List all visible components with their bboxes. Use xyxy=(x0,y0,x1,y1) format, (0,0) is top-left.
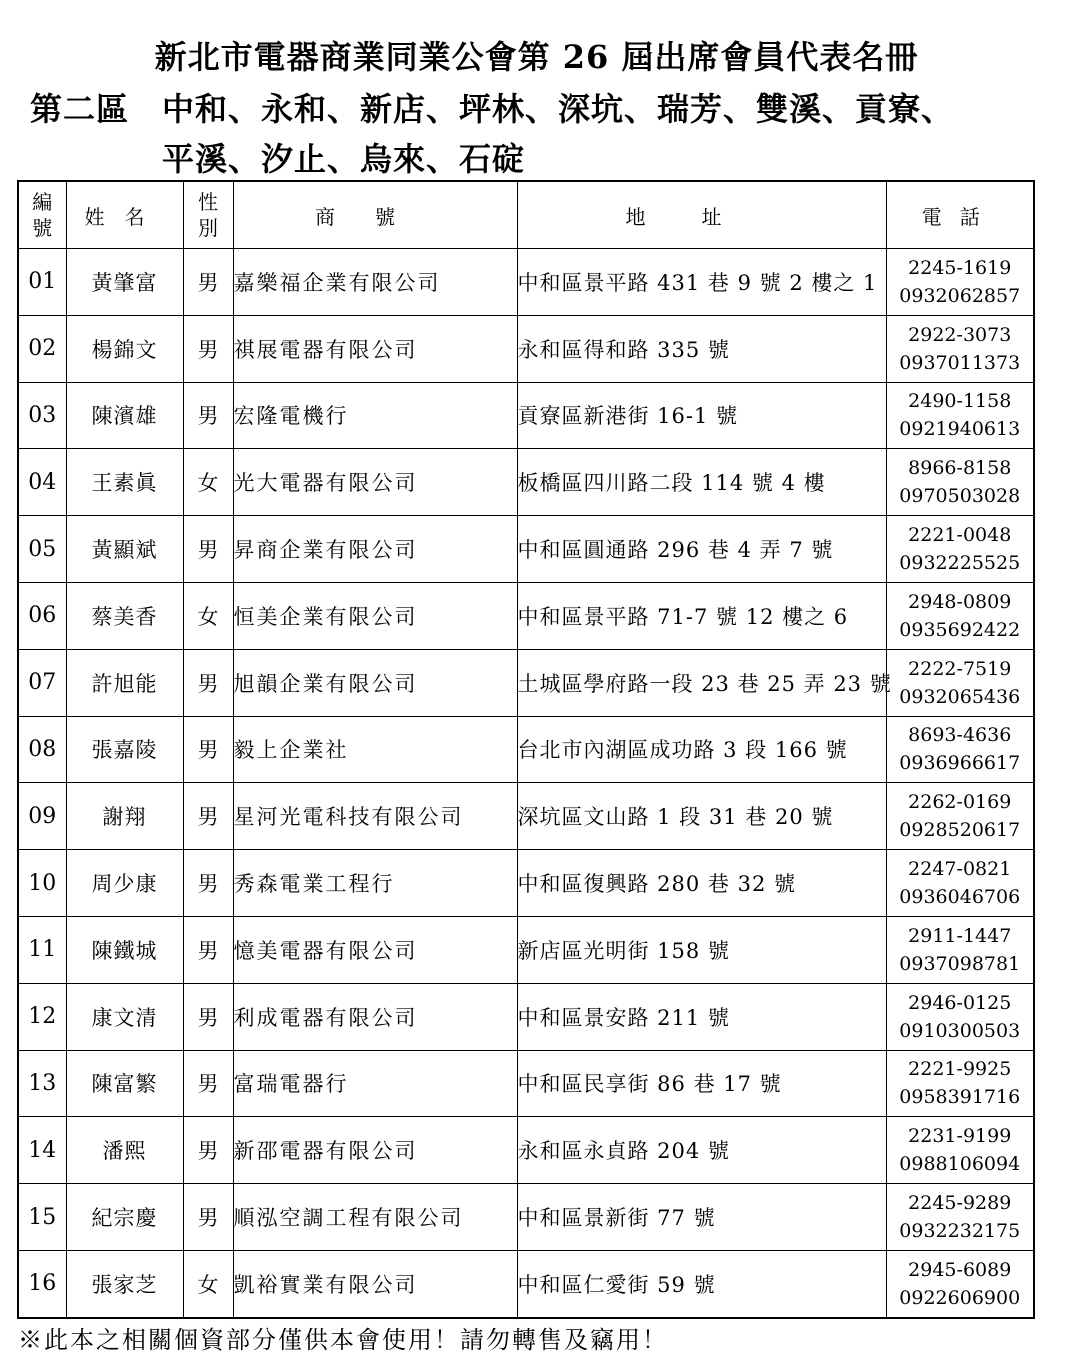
member-number: 01 xyxy=(18,249,66,316)
member-number: 16 xyxy=(18,1250,66,1317)
member-phone xyxy=(886,315,1034,382)
member-gender: 男 xyxy=(183,315,233,382)
member-phone-landline: 2490-1158 xyxy=(908,390,1012,413)
member-name: 周少康 xyxy=(66,850,183,917)
member-name: 王素眞 xyxy=(66,449,183,516)
member-company: 星河光電科技有限公司 xyxy=(233,783,517,850)
member-gender: 女 xyxy=(183,449,233,516)
member-company: 順泓空調工程有限公司 xyxy=(233,1184,517,1251)
member-phone-mobile: 0921940613 xyxy=(899,418,1021,441)
member-name: 蔡美香 xyxy=(66,582,183,649)
member-phone-landline: 2945-6089 xyxy=(908,1258,1012,1281)
column-header-name: 姓名 xyxy=(66,181,183,249)
column-header-gender xyxy=(183,181,233,249)
member-phone xyxy=(886,1050,1034,1117)
member-gender: 男 xyxy=(183,1184,233,1251)
member-company: 憶美電器有限公司 xyxy=(233,916,517,983)
column-header-address: 地址 xyxy=(517,181,886,249)
member-number: 02 xyxy=(18,315,66,382)
member-phone-landline: 8966-8158 xyxy=(908,457,1012,480)
table-row xyxy=(18,315,1034,382)
member-address: 中和區景安路 211 號 xyxy=(517,983,886,1050)
member-name: 張家芝 xyxy=(66,1250,183,1317)
member-phone-landline: 2946-0125 xyxy=(908,991,1012,1014)
member-name: 謝翔 xyxy=(66,783,183,850)
member-phone xyxy=(886,516,1034,583)
member-phone-landline: 2222-7519 xyxy=(908,657,1012,680)
member-company: 旭韻企業有限公司 xyxy=(233,649,517,716)
member-gender: 男 xyxy=(183,249,233,316)
member-number: 07 xyxy=(18,649,66,716)
member-phone xyxy=(886,382,1034,449)
member-number: 10 xyxy=(18,850,66,917)
member-gender: 男 xyxy=(183,916,233,983)
member-address: 中和區景新街 77 號 xyxy=(517,1184,886,1251)
member-gender: 男 xyxy=(183,850,233,917)
member-address: 新店區光明街 158 號 xyxy=(517,916,886,983)
member-phone-landline: 2231-9199 xyxy=(908,1125,1012,1148)
member-address: 板橋區四川路二段 114 號 4 樓 xyxy=(517,449,886,516)
column-header-number xyxy=(18,181,66,249)
member-company: 祺展電器有限公司 xyxy=(233,315,517,382)
table-row xyxy=(18,649,1034,716)
member-number: 11 xyxy=(18,916,66,983)
member-address: 中和區景平路 71-7 號 12 樓之 6 xyxy=(517,582,886,649)
member-phone xyxy=(886,916,1034,983)
member-phone xyxy=(886,783,1034,850)
table-row xyxy=(18,382,1034,449)
member-name: 陳濱雄 xyxy=(66,382,183,449)
member-company: 恒美企業有限公司 xyxy=(233,582,517,649)
member-gender: 男 xyxy=(183,983,233,1050)
member-name: 陳富繁 xyxy=(66,1050,183,1117)
member-phone-mobile: 0937011373 xyxy=(899,351,1021,374)
member-phone-mobile: 0932062857 xyxy=(899,284,1021,307)
member-phone-landline: 8693-4636 xyxy=(908,724,1012,747)
member-company: 光大電器有限公司 xyxy=(233,449,517,516)
table-header-row xyxy=(18,181,1034,249)
table-row xyxy=(18,1117,1034,1184)
table-row xyxy=(18,449,1034,516)
member-phone-mobile: 0936966617 xyxy=(899,752,1021,775)
member-number: 05 xyxy=(18,516,66,583)
document-title: 新北市電器商業同業公會第 26 屆出席會員代表名冊 xyxy=(154,38,919,76)
member-number: 03 xyxy=(18,382,66,449)
member-number: 13 xyxy=(18,1050,66,1117)
member-address: 永和區得和路 335 號 xyxy=(517,315,886,382)
member-address: 中和區仁愛街 59 號 xyxy=(517,1250,886,1317)
member-gender: 女 xyxy=(183,1250,233,1317)
member-phone-mobile: 0970503028 xyxy=(899,485,1021,508)
member-name: 康文清 xyxy=(66,983,183,1050)
column-header-number-line2: 號 xyxy=(32,216,53,240)
member-gender: 男 xyxy=(183,1050,233,1117)
member-phone-mobile: 0932065436 xyxy=(899,685,1021,708)
roster-body xyxy=(18,249,1034,1318)
member-address: 台北市內湖區成功路 3 段 166 號 xyxy=(517,716,886,783)
column-header-gender-line1: 性 xyxy=(198,190,218,214)
member-name: 潘熙 xyxy=(66,1117,183,1184)
member-phone-mobile: 0910300503 xyxy=(899,1019,1021,1042)
member-address: 中和區民享街 86 巷 17 號 xyxy=(517,1050,886,1117)
member-address: 中和區景平路 431 巷 9 號 2 樓之 1 xyxy=(517,249,886,316)
member-phone xyxy=(886,1117,1034,1184)
member-phone-landline: 2262-0169 xyxy=(908,791,1012,814)
member-phone-mobile: 0988106094 xyxy=(899,1153,1021,1176)
table-row xyxy=(18,783,1034,850)
member-number: 09 xyxy=(18,783,66,850)
table-row xyxy=(18,582,1034,649)
member-number: 15 xyxy=(18,1184,66,1251)
member-company: 嘉樂福企業有限公司 xyxy=(233,249,517,316)
member-phone-landline: 2948-0809 xyxy=(908,590,1012,613)
member-phone xyxy=(886,1250,1034,1317)
member-number: 14 xyxy=(18,1117,66,1184)
member-phone xyxy=(886,1184,1034,1251)
member-phone-mobile: 0922606900 xyxy=(899,1286,1021,1309)
member-phone xyxy=(886,649,1034,716)
table-row xyxy=(18,1050,1034,1117)
member-gender: 男 xyxy=(183,1117,233,1184)
member-name: 黃顯斌 xyxy=(66,516,183,583)
column-header-number-line1: 編 xyxy=(32,190,53,214)
member-gender: 男 xyxy=(183,783,233,850)
member-gender: 女 xyxy=(183,582,233,649)
table-row xyxy=(18,716,1034,783)
member-address: 貢寮區新港街 16-1 號 xyxy=(517,382,886,449)
table-row xyxy=(18,516,1034,583)
table-row xyxy=(18,1250,1034,1317)
member-phone-landline: 2922-3073 xyxy=(908,323,1012,346)
table-row xyxy=(18,850,1034,917)
member-name: 楊錦文 xyxy=(66,315,183,382)
member-company: 凱裕實業有限公司 xyxy=(233,1250,517,1317)
member-phone xyxy=(886,249,1034,316)
member-phone xyxy=(886,983,1034,1050)
member-phone-landline: 2221-0048 xyxy=(908,524,1012,547)
member-phone-mobile: 0928520617 xyxy=(899,819,1021,842)
member-gender: 男 xyxy=(183,716,233,783)
member-company: 昇商企業有限公司 xyxy=(233,516,517,583)
column-header-phone: 電話 xyxy=(886,181,1034,249)
member-phone-mobile: 0937098781 xyxy=(899,952,1021,975)
member-phone-mobile: 0936046706 xyxy=(899,886,1021,909)
member-name: 許旭能 xyxy=(66,649,183,716)
privacy-note: ※此本之相關個資部分僅供本會使用！請勿轉售及竊用！ xyxy=(18,1326,668,1354)
member-company: 秀森電業工程行 xyxy=(233,850,517,917)
column-header-company: 商號 xyxy=(233,181,517,249)
member-phone xyxy=(886,449,1034,516)
member-company: 宏隆電機行 xyxy=(233,382,517,449)
member-name: 陳鐵城 xyxy=(66,916,183,983)
member-company: 利成電器有限公司 xyxy=(233,983,517,1050)
member-phone-mobile: 0935692422 xyxy=(899,618,1021,641)
member-gender: 男 xyxy=(183,516,233,583)
member-name: 張嘉陵 xyxy=(66,716,183,783)
table-row xyxy=(18,1184,1034,1251)
region-line-2: 平溪、汐止、烏來、石碇 xyxy=(162,140,526,178)
member-gender: 男 xyxy=(183,649,233,716)
member-phone-landline: 2245-9289 xyxy=(908,1192,1012,1215)
member-address: 永和區永貞路 204 號 xyxy=(517,1117,886,1184)
member-phone-landline: 2245-1619 xyxy=(908,256,1012,279)
member-phone-mobile: 0932232175 xyxy=(899,1220,1021,1243)
member-phone xyxy=(886,582,1034,649)
member-address: 土城區學府路一段 23 巷 25 弄 23 號 xyxy=(517,649,886,716)
member-number: 04 xyxy=(18,449,66,516)
member-name: 紀宗慶 xyxy=(66,1184,183,1251)
member-address: 深坑區文山路 1 段 31 巷 20 號 xyxy=(517,783,886,850)
member-phone-landline: 2221-9925 xyxy=(908,1058,1012,1081)
member-address: 中和區圓通路 296 巷 4 弄 7 號 xyxy=(517,516,886,583)
member-roster-table xyxy=(17,180,1035,1319)
member-name: 黃肇富 xyxy=(66,249,183,316)
member-address: 中和區復興路 280 巷 32 號 xyxy=(517,850,886,917)
region-line-1: 第二區 中和、永和、新店、坪林、深坑、瑞芳、雙溪、貢寮、 xyxy=(30,90,955,128)
table-row xyxy=(18,916,1034,983)
member-number: 06 xyxy=(18,582,66,649)
table-row xyxy=(18,983,1034,1050)
member-phone-mobile: 0932225525 xyxy=(899,552,1021,575)
member-phone xyxy=(886,716,1034,783)
member-number: 08 xyxy=(18,716,66,783)
table-row xyxy=(18,249,1034,316)
member-company: 富瑞電器行 xyxy=(233,1050,517,1117)
member-company: 新邵電器有限公司 xyxy=(233,1117,517,1184)
member-phone xyxy=(886,850,1034,917)
column-header-gender-line2: 別 xyxy=(198,216,218,240)
member-gender: 男 xyxy=(183,382,233,449)
member-phone-landline: 2911-1447 xyxy=(908,924,1012,947)
member-phone-mobile: 0958391716 xyxy=(899,1086,1021,1109)
member-company: 毅上企業社 xyxy=(233,716,517,783)
member-phone-landline: 2247-0821 xyxy=(908,858,1012,881)
member-number: 12 xyxy=(18,983,66,1050)
